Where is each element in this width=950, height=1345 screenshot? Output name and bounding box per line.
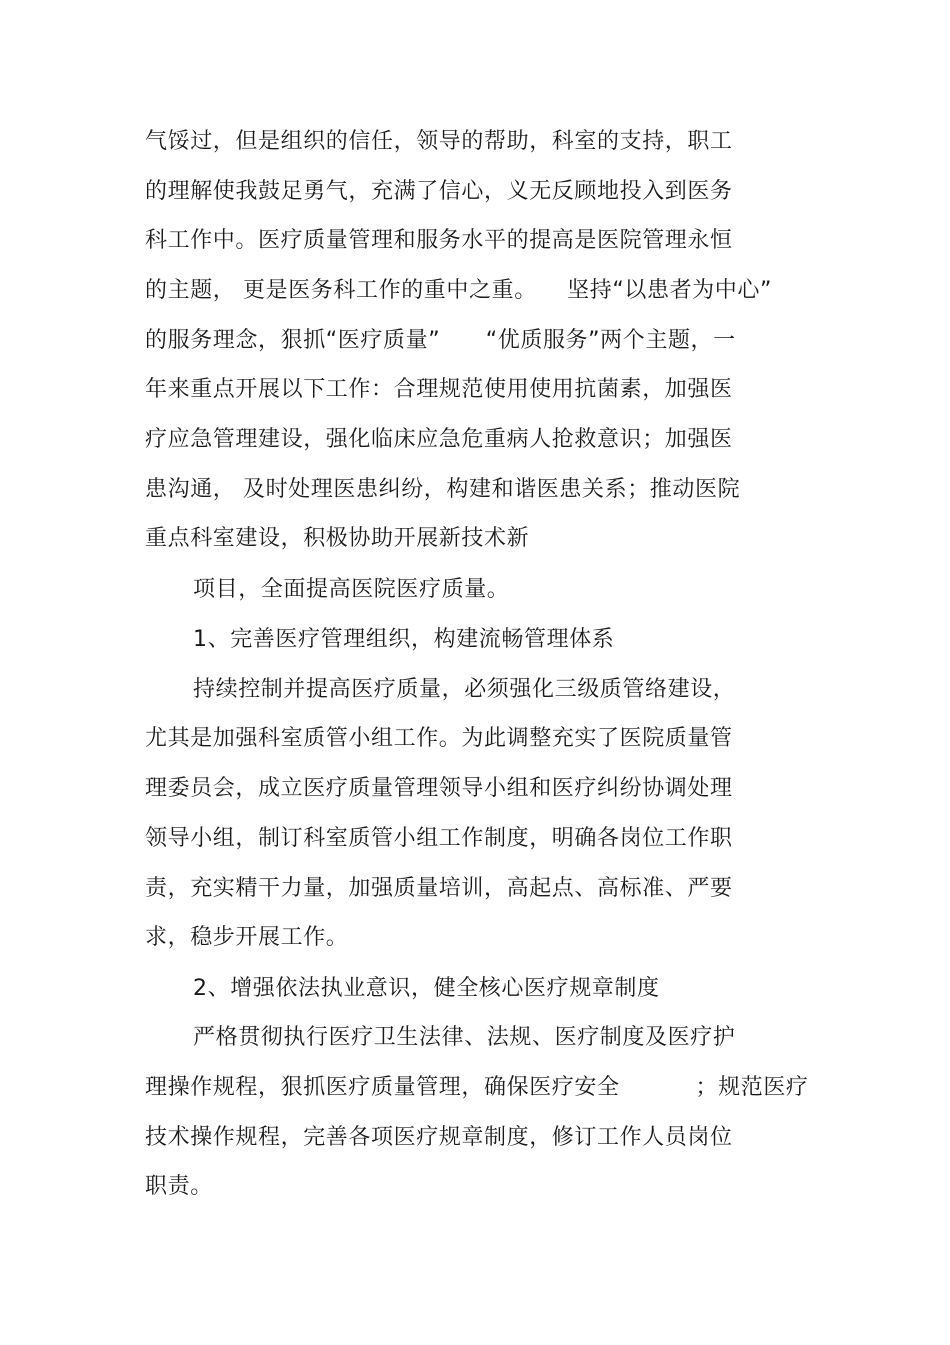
section-heading-1: 1、完善医疗管理组织，构建流畅管理体系 xyxy=(193,627,615,652)
paragraph-line: 患沟通， 及时处理医患纠纷，构建和谐医患关系；推动医院 xyxy=(145,477,741,502)
paragraph-line: 尤其是加强科室质管小组工作。为此调整充实了医院质量管 xyxy=(145,726,733,751)
paragraph-line: 理委员会，成立医疗质量管理领导小组和医疗纠纷协调处理 xyxy=(145,776,733,801)
paragraph-line: 年来重点开展以下工作：合理规范使用使用抗菌素，加强医 xyxy=(145,377,733,402)
paragraph-line: 项目，全面提高医院医疗质量。 xyxy=(193,577,510,602)
paragraph-line: 科工作中。医疗质量管理和服务水平的提高是医院管理永恒 xyxy=(145,228,733,253)
paragraph-line: 持续控制并提高医疗质量，必须强化三级质管络建设， xyxy=(193,677,736,702)
paragraph-line: 理操作规程，狠抓医疗质量管理，确保医疗安全 ；规范医疗 xyxy=(145,1075,809,1100)
paragraph-line: 重点科室建设，积极协助开展新技术新 xyxy=(145,526,530,551)
paragraph-line: 气馁过，但是组织的信任，领导的帮助，科室的支持，职工 xyxy=(145,129,733,154)
paragraph-line: 严格贯彻执行医疗卫生法律、法规、医疗制度及医疗护 xyxy=(193,1025,736,1050)
paragraph-line: 疗应急管理建设，强化临床应急危重病人抢救意识；加强医 xyxy=(145,427,733,452)
paragraph-line: 的理解使我鼓足勇气，充满了信心，义无反顾地投入到医务 xyxy=(145,179,733,204)
paragraph-line: 职责。 xyxy=(145,1174,213,1199)
paragraph-line: 的主题， 更是医务科工作的重中之重。 坚持“以患者为中心” xyxy=(145,278,772,303)
paragraph-line: 领导小组，制订科室质管小组工作制度，明确各岗位工作职 xyxy=(145,826,733,851)
paragraph-line: 求，稳步开展工作。 xyxy=(145,925,349,950)
paragraph-line: 责，充实精干力量，加强质量培训，高起点、高标准、严要 xyxy=(145,876,733,901)
section-heading-2: 2、增强依法执业意识，健全核心医疗规章制度 xyxy=(193,976,660,1001)
paragraph-line: 的服务理念，狠抓“医疗质量” “优质服务”两个主题，一 xyxy=(145,328,736,353)
paragraph-line: 技术操作规程，完善各项医疗规章制度，修订工作人员岗位 xyxy=(145,1125,733,1150)
